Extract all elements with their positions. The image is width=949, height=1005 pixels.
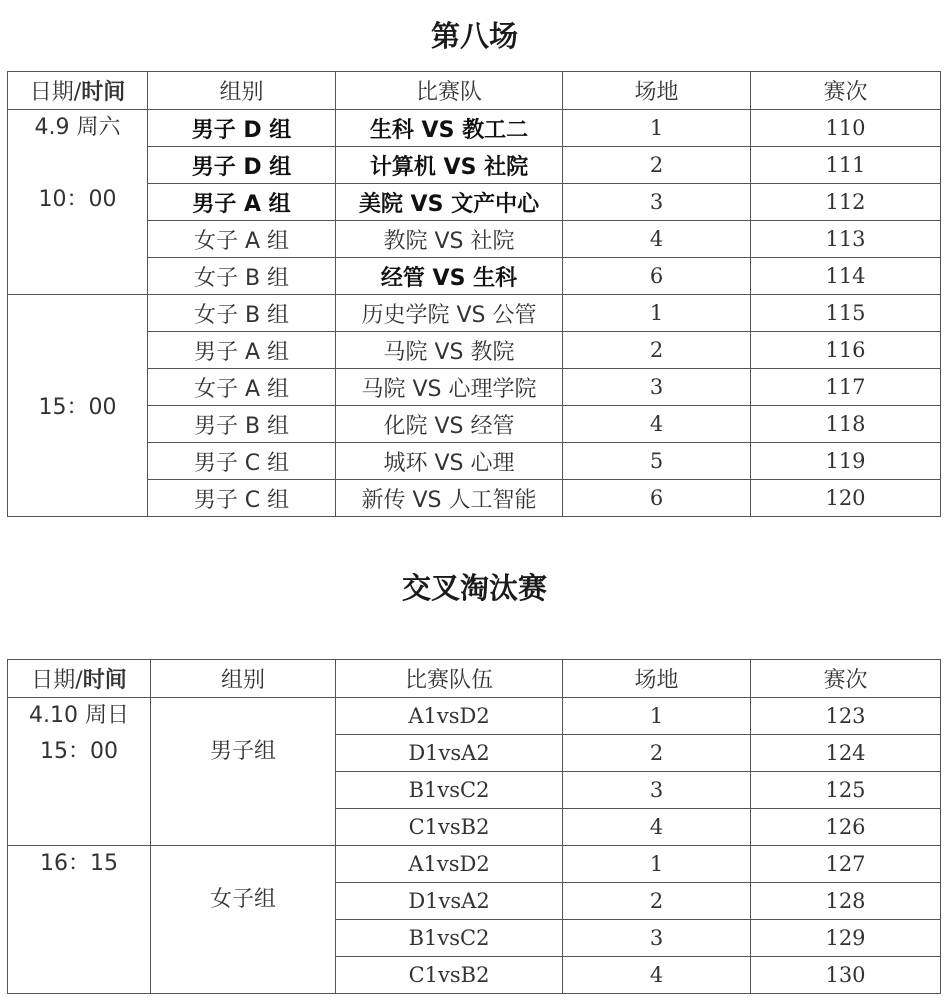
header-date-label: 日期/ bbox=[29, 80, 82, 105]
table-row bbox=[8, 295, 941, 332]
match-cell: 117 bbox=[751, 369, 941, 406]
round8-title: 第八场 bbox=[430, 19, 518, 53]
match-cell: 116 bbox=[751, 332, 941, 369]
teams-cell: A1vsD2 bbox=[336, 698, 563, 735]
table-row bbox=[8, 846, 941, 883]
group-cell: 男子 B 组 bbox=[148, 406, 336, 443]
table-row bbox=[8, 258, 941, 295]
knockout-title: 交叉淘汰赛 bbox=[401, 571, 547, 605]
match-cell: 123 bbox=[751, 698, 941, 735]
teams-cell: 新传 VS 人工智能 bbox=[336, 480, 563, 517]
header-group: 组别 bbox=[151, 660, 336, 698]
venue-cell: 3 bbox=[563, 772, 751, 809]
group-cell bbox=[151, 846, 336, 994]
match-cell: 118 bbox=[751, 406, 941, 443]
match-cell: 128 bbox=[751, 883, 941, 920]
match-cell: 125 bbox=[751, 772, 941, 809]
time-cell bbox=[8, 846, 151, 994]
teams-cell: A1vsD2 bbox=[336, 846, 563, 883]
date-time-cell bbox=[8, 110, 148, 295]
header-date-time bbox=[8, 72, 148, 110]
teams-cell: 城环 VS 心理 bbox=[336, 443, 563, 480]
match-cell: 110 bbox=[751, 110, 941, 147]
time-label: 16：15 bbox=[40, 851, 118, 876]
header-venue: 场地 bbox=[563, 72, 751, 110]
time-label: 10：00 bbox=[38, 187, 117, 212]
header-teams: 比赛队伍 bbox=[336, 660, 563, 698]
match-cell: 129 bbox=[751, 920, 941, 957]
teams-cell: D1vsA2 bbox=[336, 735, 563, 772]
teams-cell: 美院 VS 文产中心 bbox=[336, 184, 563, 221]
match-cell: 112 bbox=[751, 184, 941, 221]
teams-cell: 化院 VS 经管 bbox=[336, 406, 563, 443]
teams-cell: D1vsA2 bbox=[336, 883, 563, 920]
teams-cell: C1vsB2 bbox=[336, 957, 563, 994]
match-cell: 124 bbox=[751, 735, 941, 772]
table-row bbox=[8, 332, 941, 369]
venue-cell: 4 bbox=[563, 957, 751, 994]
group-cell: 女子 A 组 bbox=[148, 369, 336, 406]
match-cell: 126 bbox=[751, 809, 941, 846]
group-label: 女子组 bbox=[209, 887, 276, 912]
match-cell: 113 bbox=[751, 221, 941, 258]
group-label: 男子组 bbox=[209, 739, 276, 764]
teams-cell: 计算机 VS 社院 bbox=[336, 147, 563, 184]
group-cell: 女子 B 组 bbox=[148, 295, 336, 332]
group-cell: 女子 A 组 bbox=[148, 221, 336, 258]
teams-cell: 经管 VS 生科 bbox=[336, 258, 563, 295]
group-cell: 男子 C 组 bbox=[148, 480, 336, 517]
match-cell: 130 bbox=[751, 957, 941, 994]
match-cell: 115 bbox=[751, 295, 941, 332]
teams-cell: B1vsC2 bbox=[336, 920, 563, 957]
venue-cell: 5 bbox=[563, 443, 751, 480]
teams-cell: 教院 VS 社院 bbox=[336, 221, 563, 258]
table-row bbox=[8, 147, 941, 184]
table-row bbox=[8, 110, 941, 147]
venue-cell: 3 bbox=[563, 184, 751, 221]
teams-cell: C1vsB2 bbox=[336, 809, 563, 846]
header-venue: 场地 bbox=[563, 660, 751, 698]
venue-cell: 1 bbox=[563, 698, 751, 735]
time-cell: 15：00 bbox=[8, 295, 148, 517]
header-date-time bbox=[8, 660, 151, 698]
table-row bbox=[8, 443, 941, 480]
header-group: 组别 bbox=[148, 72, 336, 110]
venue-cell: 1 bbox=[563, 110, 751, 147]
header-teams: 比赛队 bbox=[336, 72, 563, 110]
header-match: 赛次 bbox=[751, 660, 941, 698]
date-time-cell bbox=[8, 698, 151, 846]
match-cell: 120 bbox=[751, 480, 941, 517]
time-label: 15：00 bbox=[40, 739, 118, 764]
header-match: 赛次 bbox=[751, 72, 941, 110]
match-cell: 114 bbox=[751, 258, 941, 295]
table-header-row bbox=[8, 660, 941, 698]
date-spacer bbox=[8, 146, 147, 182]
venue-cell: 3 bbox=[563, 920, 751, 957]
header-date-label: 日期/ bbox=[31, 668, 83, 693]
table-row bbox=[8, 221, 941, 258]
round8-schedule-table bbox=[7, 71, 941, 517]
venue-cell: 3 bbox=[563, 369, 751, 406]
venue-cell: 2 bbox=[563, 883, 751, 920]
group-cell bbox=[151, 698, 336, 846]
group-cell: 男子 C 组 bbox=[148, 443, 336, 480]
venue-cell: 6 bbox=[563, 480, 751, 517]
venue-cell: 2 bbox=[563, 147, 751, 184]
venue-cell: 4 bbox=[563, 406, 751, 443]
group-spacer bbox=[151, 698, 335, 734]
teams-cell: 马院 VS 心理学院 bbox=[336, 369, 563, 406]
group-cell: 女子 B 组 bbox=[148, 258, 336, 295]
teams-cell: 生科 VS 教工二 bbox=[336, 110, 563, 147]
date-label: 4.9 周六 bbox=[34, 115, 121, 140]
teams-cell: 马院 VS 教院 bbox=[336, 332, 563, 369]
group-cell: 男子 D 组 bbox=[148, 147, 336, 184]
match-cell: 119 bbox=[751, 443, 941, 480]
teams-cell: B1vsC2 bbox=[336, 772, 563, 809]
venue-cell: 2 bbox=[563, 332, 751, 369]
header-time-label: 时间 bbox=[82, 668, 127, 693]
table-row bbox=[8, 406, 941, 443]
group-cell: 男子 A 组 bbox=[148, 184, 336, 221]
table-row bbox=[8, 480, 941, 517]
teams-cell: 历史学院 VS 公管 bbox=[336, 295, 563, 332]
group-cell: 男子 D 组 bbox=[148, 110, 336, 147]
group-spacer bbox=[151, 846, 335, 882]
header-time-label: 时间 bbox=[81, 80, 126, 105]
venue-cell: 4 bbox=[563, 809, 751, 846]
venue-cell: 2 bbox=[563, 735, 751, 772]
table-header-row bbox=[8, 72, 941, 110]
knockout-schedule-table bbox=[7, 659, 941, 994]
date-label: 4.10 周日 bbox=[29, 703, 129, 728]
match-cell: 111 bbox=[751, 147, 941, 184]
group-cell: 男子 A 组 bbox=[148, 332, 336, 369]
venue-cell: 1 bbox=[563, 295, 751, 332]
table-row bbox=[8, 369, 941, 406]
venue-cell: 4 bbox=[563, 221, 751, 258]
venue-cell: 1 bbox=[563, 846, 751, 883]
venue-cell: 6 bbox=[563, 258, 751, 295]
table-row bbox=[8, 698, 941, 735]
table-row bbox=[8, 184, 941, 221]
match-cell: 127 bbox=[751, 846, 941, 883]
